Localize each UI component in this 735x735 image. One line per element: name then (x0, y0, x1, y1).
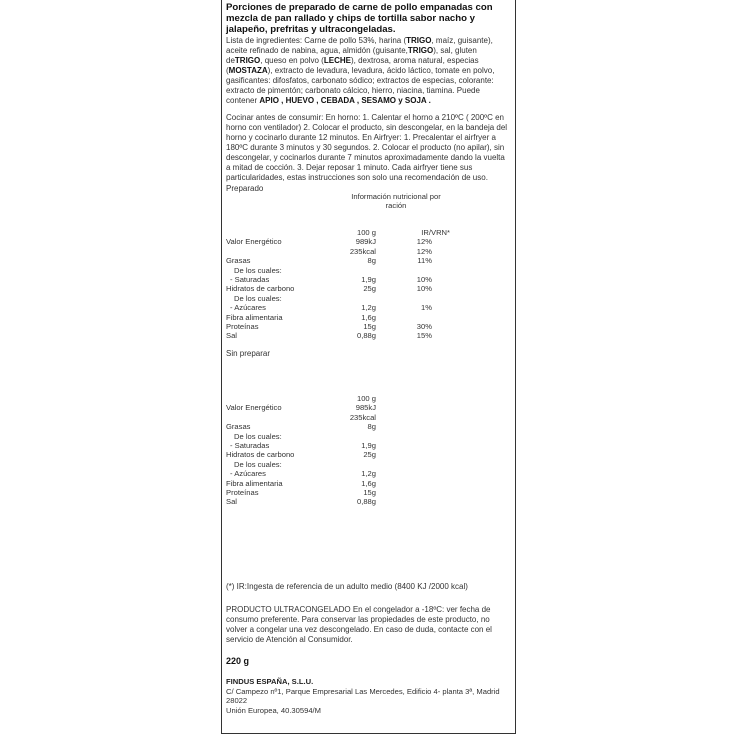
nutrient-label: - Azúcares (230, 303, 266, 313)
cooking-instructions: Cocinar antes de consumir: En horno: 1. Calentar el horno a 210ºC ( 200ºC en horno con ventilador) 2. Colocar el producto, sin descongelar, en la bandeja del horno y cocinarlo durante 12 minutos. En Airfryer: 1. Precalentar el airfryer a 180ºC durante 3 minutos y 30 segundos. 2. Colocar el producto (no apilar), sin descongelar, y cocinarlos durante 7 minutos aproximadamente dando la vuelta a mitad de cocción. 3. Dejar reposar 1 minuto. Cada airfryer tiene sus particularidades, estas instrucciones son solo una recomendación de uso. (226, 113, 508, 182)
nutrition-row (226, 469, 512, 478)
nutrient-ir: 15% (416, 331, 432, 341)
nutrient-value: 25g (363, 450, 376, 460)
col-header-100g: 100 g (356, 394, 376, 403)
nutrient-value: 25g (363, 284, 376, 294)
nutrient-ir: 1% (421, 303, 432, 313)
nutrient-label: De los cuales: (234, 293, 282, 303)
nutrition-row (226, 313, 512, 322)
nutrient-value: 0,88g (356, 497, 376, 507)
nutrition-row (226, 284, 512, 293)
col-header-100g: 100 g (356, 228, 376, 237)
ingredients-list: Lista de ingredientes: Carne de pollo 53%, harina (TRIGO, maíz, guisante), aceite refinado de nabina, agua, almidón (guisante,TRIGO), sal, gluten deTRIGO, queso en polvo (LECHE), dextrosa, aroma natural, especias (MOSTAZA), extracto de levadura, levadura, ácido láctico, tomate en polvo, gasificantes: difosfatos, carbonato sódico; extractos de especias, colorante: extracto de pimentón; carbonato cálcico, hierro, niacina, tiamina. Puede contener APIO , HUEVO , CEBADA , SESAMO y SOJA . (226, 36, 495, 105)
nutrition-row (226, 479, 512, 488)
nutrient-label: Grasas (226, 422, 251, 432)
nutrient-value: 235kcal (349, 412, 376, 422)
allergen: APIO , HUEVO , CEBADA , SESAMO y SOJA . (259, 96, 431, 105)
col-header-ir: IR/VRN* (421, 228, 450, 237)
nutrient-ir: 10% (416, 284, 432, 294)
nutrition-row (226, 413, 512, 422)
nutrient-label: De los cuales: (234, 265, 282, 275)
info-header: Información nutricional por ración (351, 192, 441, 211)
nutrition-row (226, 275, 512, 284)
nutrient-ir: 10% (416, 274, 432, 284)
nutrition-row (226, 256, 512, 265)
nutrient-value: 1,6g (361, 312, 376, 322)
nutrient-value: 985kJ (355, 403, 376, 413)
prepared-label: Preparado (226, 184, 264, 193)
nutrition-row (226, 403, 512, 412)
nutrient-value: 0,88g (356, 331, 376, 341)
nutrient-label: Hidratos de carbono (226, 450, 295, 460)
nutrient-value: 15g (363, 321, 376, 331)
nutrient-value: 1,2g (361, 303, 376, 313)
nutrient-value: 15g (363, 487, 376, 497)
footnote: (*) IR:Ingesta de referencia de un adulto medio (8400 KJ /2000 kcal) (226, 582, 468, 591)
nutrient-value: 989kJ (355, 237, 376, 247)
nutrition-row (226, 322, 512, 331)
nutrient-label: Fibra alimentaria (226, 478, 283, 488)
nutrient-value: 235kcal (349, 246, 376, 256)
nutrition-row (226, 266, 512, 275)
allergen: TRIGO (406, 36, 432, 45)
nutrient-label: Valor Energético (226, 403, 282, 413)
nutrient-label: Proteínas (226, 487, 259, 497)
nutrient-ir: 30% (416, 321, 432, 331)
nutrient-ir: 11% (417, 256, 432, 266)
net-weight: 220 g (226, 656, 250, 666)
nutrient-label: Grasas (226, 256, 251, 266)
nutrient-value: 1,2g (361, 469, 376, 479)
company-address: C/ Campezo nº1, Parque Empresarial Las Mercedes, Edificio 4- planta 3ª, Madrid 28022 (226, 686, 500, 706)
nutrient-label: Fibra alimentaria (226, 312, 283, 322)
nutrient-value: 1,6g (361, 478, 376, 488)
nutrient-ir: 12% (416, 237, 432, 247)
nutrition-row (226, 460, 512, 469)
nutrition-row (226, 237, 512, 246)
allergen: MOSTAZA (228, 66, 268, 75)
nutrient-label: - Saturadas (230, 274, 270, 284)
allergen: TRIGO (234, 56, 261, 65)
nutrition-row (226, 303, 512, 312)
nutrient-value: 8g (367, 256, 376, 266)
nutrition-row (226, 450, 512, 459)
nutrient-label: Valor Energético (226, 237, 282, 247)
nutrient-label: De los cuales: (234, 431, 282, 441)
nutrition-row (226, 432, 512, 441)
nutrient-value: 8g (367, 422, 376, 432)
nutrient-value: 1,9g (361, 440, 376, 450)
unprepared-table (226, 394, 512, 507)
unprepared-label: Sin preparar (226, 349, 271, 358)
product-title: Porciones de preparado de carne de pollo empanadas con mezcla de pan rallado y chips de tortilla sabor nacho y jalapeño, prefritas y ultracongeladas. (226, 2, 493, 35)
nutrient-label: De los cuales: (234, 459, 282, 469)
allergen: LECHE (323, 56, 351, 65)
company-info (226, 677, 506, 715)
nutrition-row (226, 441, 512, 450)
nutrition-row (226, 247, 512, 256)
nutrition-row (226, 488, 512, 497)
nutrient-label: Sal (226, 497, 237, 507)
nutrition-row (226, 294, 512, 303)
prepared-table (226, 192, 512, 341)
nutrient-label: Hidratos de carbono (226, 284, 295, 294)
nutrient-ir: 12% (416, 246, 432, 256)
nutrient-label: - Saturadas (230, 440, 270, 450)
nutrient-label: Sal (226, 331, 237, 341)
nutrition-row (226, 422, 512, 431)
nutrition-row (226, 497, 512, 506)
nutrient-label: Proteínas (226, 321, 259, 331)
nutrient-label: - Azúcares (230, 469, 266, 479)
nutrition-row (226, 331, 512, 340)
allergen: TRIGO (407, 46, 434, 55)
nutrient-value: 1,9g (361, 274, 376, 284)
company-registry: Unión Europea, 40.30594/M (226, 705, 321, 715)
company-name: FINDUS ESPAÑA, S.L.U. (226, 677, 314, 686)
storage-instructions: PRODUCTO ULTRACONGELADO En el congelador a -18ºC: ver fecha de consumo preferente. Para conservar las propiedades de este producto, no volver a congelar una vez descongelado. En caso de duda, contacte con el servicio de Atención al Consumidor. (226, 605, 492, 644)
